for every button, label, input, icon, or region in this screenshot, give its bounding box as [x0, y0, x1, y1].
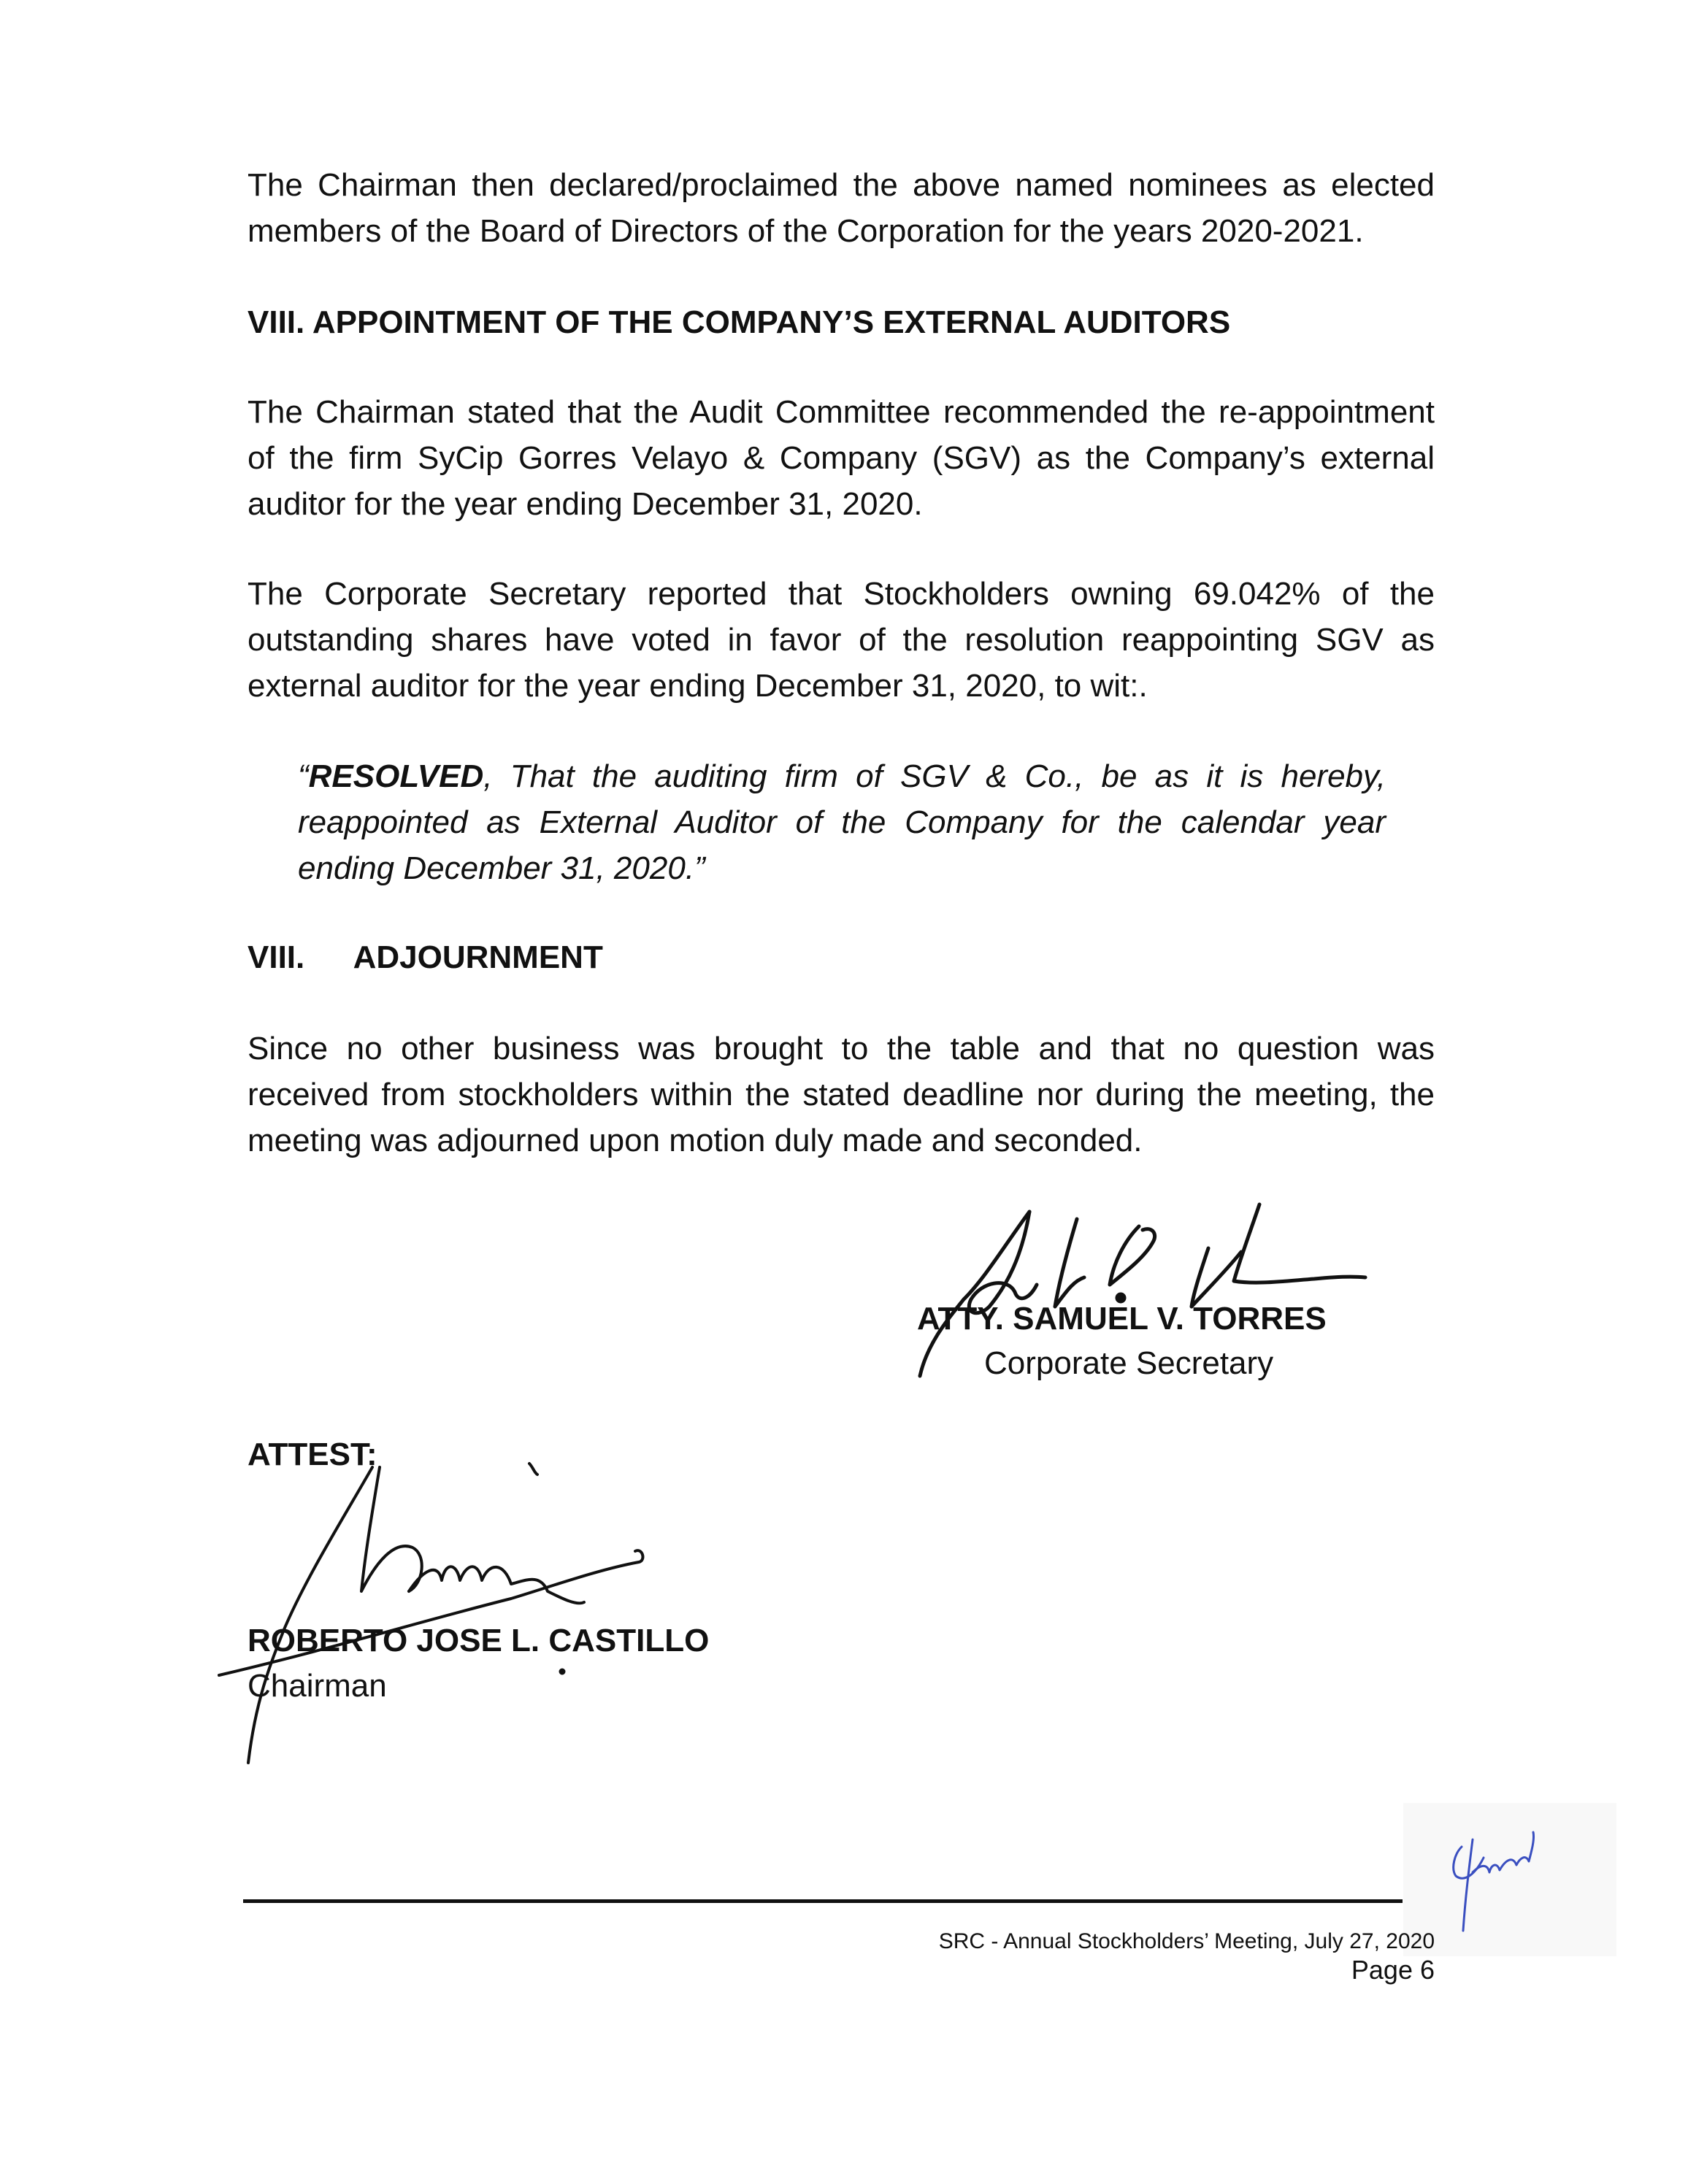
resolution-open-quote: “	[298, 758, 309, 794]
paragraph-election-result: The Chairman then declared/proclaimed the above named nominees as elected members of the Board of Directors of the Corporation for the years 2020-2021.	[248, 167, 1435, 249]
section-heading-adjournment	[248, 934, 1435, 980]
margin-initials-box	[1403, 1803, 1616, 1956]
footer-rule	[243, 1899, 1403, 1903]
section-title: APPOINTMENT OF THE COMPANY’S EXTERNAL AUDITORS	[312, 304, 1231, 340]
attest-label: ATTEST:	[248, 1437, 377, 1472]
secretary-name: ATTY. SAMUEL V. TORRES	[917, 1301, 1327, 1337]
paragraph-audit-recommendation: The Chairman stated that the Audit Committee recommended the re-appointment of the firm SyCip Gorres Velayo & Company (SGV) as the Company’s external auditor for the year ending December 31, 2020.	[248, 394, 1435, 522]
resolution-quote	[298, 753, 1386, 891]
chairman-name: ROBERTO JOSE L. CASTILLO	[248, 1623, 710, 1658]
section-number: VIII.	[248, 304, 305, 340]
paragraph-vote-report: The Corporate Secretary reported that Stockholders owning 69.042% of the outstanding shares have voted in favor of the resolution reappointing SGV as external auditor for the year ending December 31, 2020, to wit:.	[248, 576, 1435, 704]
section-number: VIII.	[248, 939, 305, 975]
section-heading-auditors	[248, 299, 1435, 345]
margin-initials-signature	[1403, 1803, 1616, 1956]
section-title: ADJOURNMENT	[353, 939, 603, 975]
paragraph-adjournment: Since no other business was brought to the table and that no question was received from stockholders within the stated deadline nor during the meeting, the meeting was adjourned upon motion duly made and seconded.	[248, 1031, 1435, 1158]
chairman-signature	[219, 1453, 686, 1774]
resolution-keyword: RESOLVED	[308, 758, 484, 794]
chairman-title: Chairman	[248, 1668, 387, 1704]
page-number: Page 6	[1351, 1955, 1435, 1985]
secretary-title: Corporate Secretary	[984, 1345, 1274, 1381]
resolution-body: , That the auditing firm of SGV & Co., be as it is hereby, reappointed as External Auditor of the Company for the calendar year ending December 31, 2020.”	[298, 758, 1386, 886]
footer-reference: SRC - Annual Stockholders’ Meeting, July 27, 2020	[938, 1929, 1435, 1953]
